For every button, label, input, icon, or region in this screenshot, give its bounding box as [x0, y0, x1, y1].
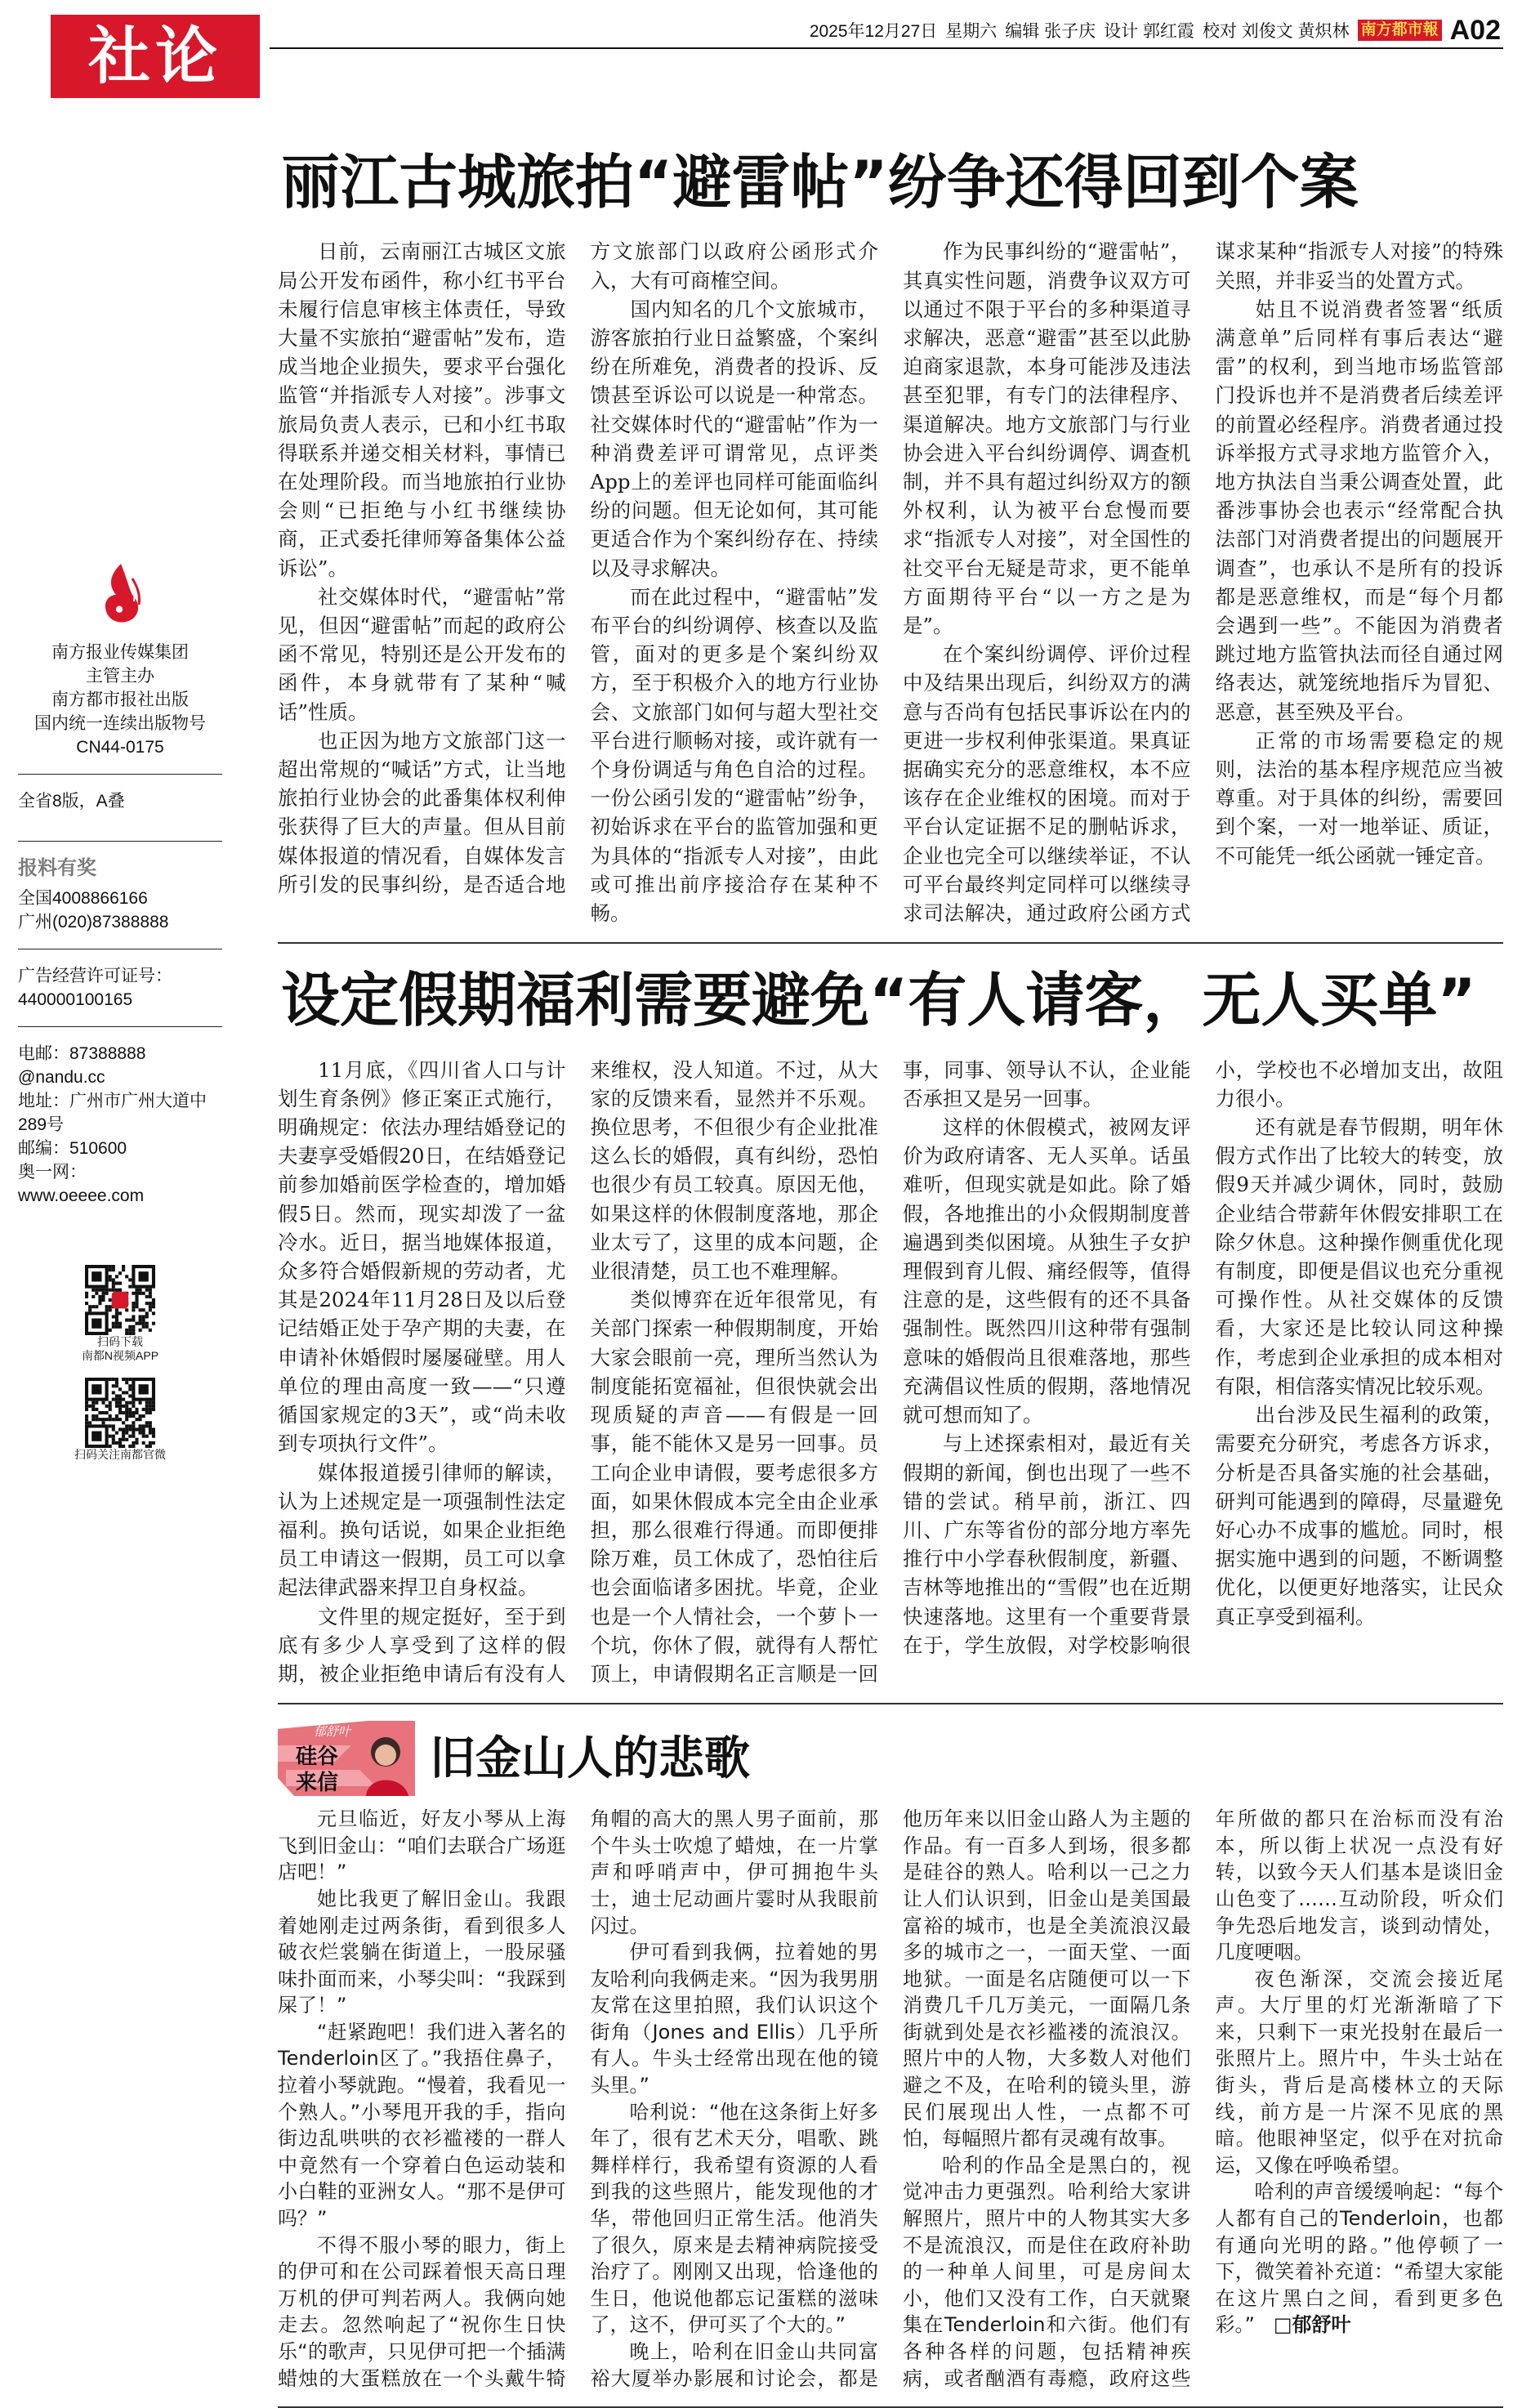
editor-credit: 编辑 张子庆	[1005, 22, 1096, 41]
column-badge	[278, 1721, 415, 1796]
column-name: 硅谷来信	[296, 1745, 339, 1796]
article-paragraph: 这样的休假模式，被网友评价为政府请客、无人买单。话虽难听，但现实就是如此。除了婚假，各地推出的小众假期制度普遍遇到类似困境。从独生子女护理假到育儿假、痛经假等，值得注意的是，这些假有的还不具备强制性。既然四川这种带有强制意味的婚假尚且很难落地，那些充满倡议性质的假期，落地情况就可想而知了。	[903, 1115, 1191, 1427]
qr-code-wechat-icon	[85, 1378, 155, 1448]
issue-date: 2025年12月27日	[809, 22, 938, 41]
article-paragraph: 类似博弈在近年很常见，有关部门探索一种假期制度，开始大家会眼前一亮，理所当然认为制度能拓宽福祉，但很快就会出现质疑的声音——有假是一回事，能不能休又是另一回事。员工向企业申请假，要考虑很多方面，如果休假成本完全由企业承担，那么很难行得通。而即便排除万难，员工休成了，恐怕往后也会面临诸多困扰。毕竟，企业也是一个人情社会，一个萝卜一个坑，你休了假，就得有人帮忙顶上，申请假期名正言顺是一回事，同事、领导认不认，企业能否承担又是另一回事。	[590, 1057, 1191, 1686]
edition-info: 全省8版，A叠	[18, 792, 125, 811]
tips-title: 报料有奖	[18, 857, 96, 879]
proofreader-credit: 校对 刘俊文 黄炽林	[1202, 22, 1350, 41]
issue-weekday: 星期六	[945, 22, 998, 41]
article-paragraph: 夜色渐深，交流会接近尾声。大厅里的灯光渐渐暗了下来，只剩下一束光投射在最后一张照片上。照片中，牛头士站在街头，背后是高楼林立的天际线，前方是一片深不见底的黑暗。他眼神坚定，似乎在对抗命运，又像在呼唤希望。	[1215, 1967, 1503, 2177]
divider	[18, 1026, 222, 1027]
column-author: 郁舒叶	[314, 1724, 351, 1740]
group-flame-logo-icon	[91, 562, 149, 628]
contact-line: 邮编：510600	[18, 1139, 127, 1158]
article-body	[278, 237, 1503, 927]
column-header	[278, 1721, 1503, 1796]
article-divider	[278, 942, 1503, 944]
article-body	[278, 1056, 1503, 1688]
article-paragraph: 哈利的作品全是黑白的，视觉冲击力更强烈。哈利给大家讲解照片，照片中的人物其实大多不是流浪汉，而是住在政府补助的一种单人间里，可是房间太小，他们又没有工作，白天就聚集在Tenderloin和六街。他们有各种各样的问题，包括精神疾病，或者酗酒有毒瘾，政府这些年所做的都只在治标而没有治本，所以街上状况一点没有好转，以致今天人们基本是谈旧金山色变了……互动阶段，听众们争先恐后地发言，谈到动情处，几度哽咽。	[903, 1807, 1503, 2390]
contact-line: 电邮：87388888	[18, 1044, 146, 1063]
article-paragraph: 也正因为地方文旅部门这一超出常规的“喊话”方式，让当地旅拍行业协会的此番集体权利伸张获得了巨大的声量。但从目前媒体报道的情况看，自媒体发言所引发的民事纠纷，是否适合地方文旅部门以政府公函形式介入，大有可商榷空间。	[278, 239, 878, 896]
tips-hotline: 全国4008866166	[18, 889, 148, 908]
publisher-line: 主管主办	[86, 667, 154, 686]
ad-license-number: 440000100165	[18, 990, 133, 1009]
qr-caption-line: 南都N视频APP	[81, 1349, 159, 1362]
divider	[18, 841, 222, 842]
header-divider	[270, 47, 1503, 49]
article-paragraph	[1216, 2178, 1504, 2339]
publisher-info	[18, 641, 222, 759]
issn-number: CN44-0175	[76, 738, 164, 757]
article-paragraph: 出台涉及民生福利的政策，需要充分研究，考虑各方诉求，分析是否具备实施的社会基础，研判可能遇到的障碍，尽量避免好心办不成事的尴尬。同时，根据实施中遇到的问题，不断调整优化，以便更好地落实，让民众真正享受到福利。	[1215, 1403, 1503, 1628]
author-byline: □郁舒叶	[1273, 2313, 1351, 2337]
newspaper-logo: 南方都市報	[1358, 20, 1442, 41]
article-headline: 旧金山人的悲歌	[430, 1731, 750, 1785]
article-paragraph-text: 哈利的声音缓缓响起：“每个人都有自己的Tenderloin，也都有通向光明的路。”他停顿了一下，微笑着补充道：“希望大家能在这片黑白之间，看到更多色彩。”	[1215, 2180, 1503, 2337]
qr-caption	[18, 1335, 222, 1363]
article-paragraph: 11月底，《四川省人口与计划生育条例》修正案正式施行，明确规定：依法办理结婚登记的夫妻享受婚假20日，在结婚登记前参加婚前医学检查的，增加婚假5日。然而，现实却泼了一盆冷水。近日，据当地媒体报道，众多符合婚假新规的劳动者，尤其是2024年11月28日及以后登记结婚正处于孕产期的夫妻，在申请补休婚假时屡屡碰壁。用人单位的理由高度一致——“只遵循国家规定的3天”，或“尚未收到专项执行文件”。	[278, 1057, 566, 1456]
contact-line: 地址：广州市广州大道中	[18, 1092, 207, 1110]
article-paragraph: 正常的市场需要稳定的规则，法治的基本程序规范应当被尊重。对于具体的纠纷，需要回到个案，一对一地举证、质证，不可能凭一纸公函就一锤定音。	[1215, 728, 1503, 868]
publisher-line: 南方都市报社出版	[51, 690, 189, 709]
article-paragraph: 哈利说：“他在这条街上好多年了，很有艺术天分，唱歌、跳舞样样行，我希望有资源的人看到我的这些照片，能发现他的才华，带他回归正常生活。他消失了很久，原来是去精神病院接受治疗了。刚刚又出现，恰逢他的生日，他说他都忘记蛋糕的滋味了，这不，伊可买了个大的。”	[590, 2100, 878, 2337]
designer-credit: 设计 郭红霞	[1104, 22, 1194, 41]
issn-label: 国内统一连续出版物号	[34, 714, 206, 733]
article-paragraph: 日前，云南丽江古城区文旅局公开发布函件，称小红书平台未履行信息审核主体责任，导致大量不实旅拍“避雷帖”发布，造成当地企业损失，要求平台强化监管“并指派专人对接”。涉事文旅局负责人表示，已和小红书取得联系并递交相关材料，事情已在处理阶段。而当地旅拍行业协会则“已拒绝与小红书继续协商，正式委托律师筹备集体公益诉讼”。	[278, 239, 566, 580]
qr-code-app-icon	[85, 1265, 155, 1335]
article-paragraph: 作为民事纠纷的“避雷帖”，其真实性问题，消费争议双方可以通过不限于平台的多种渠道寻求解决，恶意“避雷”甚至以此胁迫商家退款，本身可能涉及违法甚至犯罪，有专门的法律程序、渠道解决。地方文旅部门与行业协会进入平台纠纷调停、调查机制，并不具有超过纠纷双方的额外权利，认为被平台怠慢而要求“指派专人对接”，对全国性的社交平台无疑是苛求，更不能单方面期待平台“以一方之是为是”。	[903, 239, 1191, 638]
divider	[18, 774, 222, 775]
sidebar	[18, 556, 222, 1462]
contact-line: @nandu.cc	[18, 1068, 105, 1087]
publisher-line: 南方报业传媒集团	[51, 643, 189, 662]
qr-caption-line: 扫码下载	[97, 1335, 143, 1348]
section-masthead: 社论	[51, 15, 260, 98]
contact-line: 奥一网：	[18, 1163, 87, 1182]
article-paragraph: 国内知名的几个文旅城市，游客旅拍行业日益繁盛，个案纠纷在所难免，消费者的投诉、反馈甚至诉讼可以说是一种常态。社交媒体时代的“避雷帖”作为一种消费差评可谓常见，点评类App上的差评也同样可能面临纠纷的问题。但无论如何，其可能更适合作为个案纠纷存在、持续以及寻求解决。	[590, 297, 878, 580]
page-number: A02	[1449, 14, 1501, 46]
article-paragraph: 不得不服小琴的眼力，街上的伊可和在公司踩着恨天高日理万机的伊可判若两人。我俩向她走去。忽然响起了“祝你生日快乐“的歌声，只见伊可把一个插满蜡烛的大蛋糕放在一个头戴牛犄角帽的高大的黑人男子面前，那个牛头士吹熄了蜡烛，在一片掌声和呼哨声中，伊可拥抱牛头士，迪士尼动画片霎时从我眼前闪过。	[278, 1807, 878, 2390]
article-body	[278, 1806, 1503, 2392]
article-paragraph: 媒体报道援引律师的解读，认为上述规定是一项强制性法定福利。换句话说，如果企业拒绝员工申请这一假期，员工可以拿起法律武器来捍卫自身权益。	[278, 1460, 566, 1600]
ad-license-label: 广告经营许可证号：	[18, 967, 172, 985]
article-paragraph: 姑且不说消费者签署“纸质满意单”后同样有事后表达“避雷”的权利，到当地市场监管部门投诉也并不是消费者后续差评的前置必经程序。消费者通过投诉举报方式寻求地方监管介入，地方执法自当秉公调查处置，此番涉事协会也表示“经常配合执法部门对消费者提出的问题展开调查”，也承认不是所有的投诉都是恶意维权，而是“每个月都会遇到一些”。不能因为消费者跳过地方监管执法而径自通过网络表达，就笼统地指斥为冒犯、恶意，甚至殃及平台。	[1215, 297, 1503, 724]
article-paragraph: 文件里的规定挺好，至于到底有多少人享受到了这样的假期，被企业拒绝申请后有没有人来维权，没人知道。不过，从大家的反馈来看，显然并不乐观。换位思考，不但很少有企业批准这么长的婚假，真有纠纷，恐怕也很少有员工较真。原因无他，如果这样的休假制度落地，那企业太亏了，这里的成本问题，企业很清楚，员工也不难理解。	[278, 1057, 878, 1686]
article-paragraph: “赶紧跑吧！我们进入著名的Tenderloin区了。”我捂住鼻子，拉着小琴就跑。“慢着，我看见一个熟人。”小琴甩开我的手，指向街边乱哄哄的衣衫褴褛的一群人中竟然有一个穿着白色运动装和小白鞋的亚洲女人。“那不是伊可吗？”	[278, 2020, 566, 2231]
website-link[interactable]: www.oeeee.com	[18, 1186, 145, 1205]
article-headline: 丽江古城旅拍“避雷帖”纷争还得回到个案	[281, 148, 1359, 217]
article-paragraph: 伊可看到我俩，拉着她的男友哈利向我俩走来。“因为我男朋友常在这里拍照，我们认识这个街角（Jones and Ellis）几乎所有人。牛头士经常出现在他的镜头里。”	[590, 1941, 878, 2098]
article-paragraph: 她比我更了解旧金山。我跟着她刚走过两条街，看到很多人破衣烂裳躺在街道上，一股尿骚味扑面而来，小琴尖叫：“我踩到屎了！”	[278, 1887, 566, 2017]
article-headline: 设定假期福利需要避免“有人请客，无人买单”	[281, 966, 1476, 1035]
article-divider	[278, 1703, 1503, 1704]
article-paragraph: 还有就是春节假期，明年休假方式作出了比较大的转变，放假9天并减少调休，同时，鼓励企业结合带薪年休假安排职工在除夕休息。这种操作侧重优化现有制度，即便是倡议也充分重视可操作性。从社交媒体的反馈看，大家还是比较认同这种操作，考虑到企业承担的成本相对有限，相信落实情况比较乐观。	[1215, 1115, 1503, 1398]
article-paragraph: 晚上，哈利在旧金山共同富裕大厦举办影展和讨论会，都是他历年来以旧金山路人为主题的作品。有一百多人到场，很多都是硅谷的熟人。哈利以一己之力让人们认识到，旧金山是美国最富裕的城市，也是全美流浪汉最多的城市之一，一面天堂、一面地狱。一面是名店随便可以一下消费几千几万美元，一面隔几条街就到处是衣衫褴褛的流浪汉。照片中的人物，大多数人对他们避之不及，在哈利的镜头里，游民们展现出人性，一点都不可怕，每幅照片都有灵魂有故事。	[590, 1807, 1191, 2390]
page-header	[810, 15, 1501, 46]
article-paragraph: 社交媒体时代，“避雷帖”常见，但因“避雷帖”而起的政府公函不常见，特别还是公开发布的函件，本身就带有了某种“喊话”性质。	[278, 584, 566, 724]
article-paragraph: 元旦临近，好友小琴从上海飞到旧金山：“咱们去联合广场逛店吧！”	[278, 1807, 566, 1884]
main-content	[278, 147, 1503, 2408]
article-paragraph: 而在此过程中，“避雷帖”发布平台的纠纷调停、核查以及监管，面对的更多是个案纠纷双方，至于积极介入的地方行业协会、文旅部门如何与超大型社交平台进行顺畅对接，或许就有一个身份调适与角色自洽的过程。一份公函引发的“避雷帖”纷争，初始诉求在平台的监管加强和更为具体的“指派专人对接”，由此或可推出前序接洽存在某种不畅。	[590, 584, 878, 926]
tips-hotline: 广州(020)87388888	[18, 913, 169, 931]
article-paragraph: 在个案纠纷调停、评价过程中及结果出现后，纠纷双方的满意与否尚有包括民事诉讼在内的更进一步权利伸张渠道。果真证据确实充分的恶意维权，本不应该存在企业维权的困境。而对于平台认定证据不足的删帖诉求，企业也完全可以继续举证，不认可平台最终判定同样可以继续寻求司法解决，通过政府公函方式谋求某种“指派专人对接”的特殊关照，并非妥当的处置方式。	[903, 239, 1503, 926]
article-paragraph: 与上述探索相对，最近有关假期的新闻，倒也出现了一些不错的尝试。稍早前，浙江、四川、广东等省份的部分地方率先推行中小学春秋假制度，新疆、吉林等地推出的“雪假”也在近期快速落地。这里有一个重要背景在于，学生放假，对学校影响很小，学校也不必增加支出，故阻力很小。	[903, 1057, 1503, 1657]
qr-caption: 扫码关注南都官微	[74, 1448, 166, 1461]
contact-line: 289号	[18, 1115, 65, 1134]
